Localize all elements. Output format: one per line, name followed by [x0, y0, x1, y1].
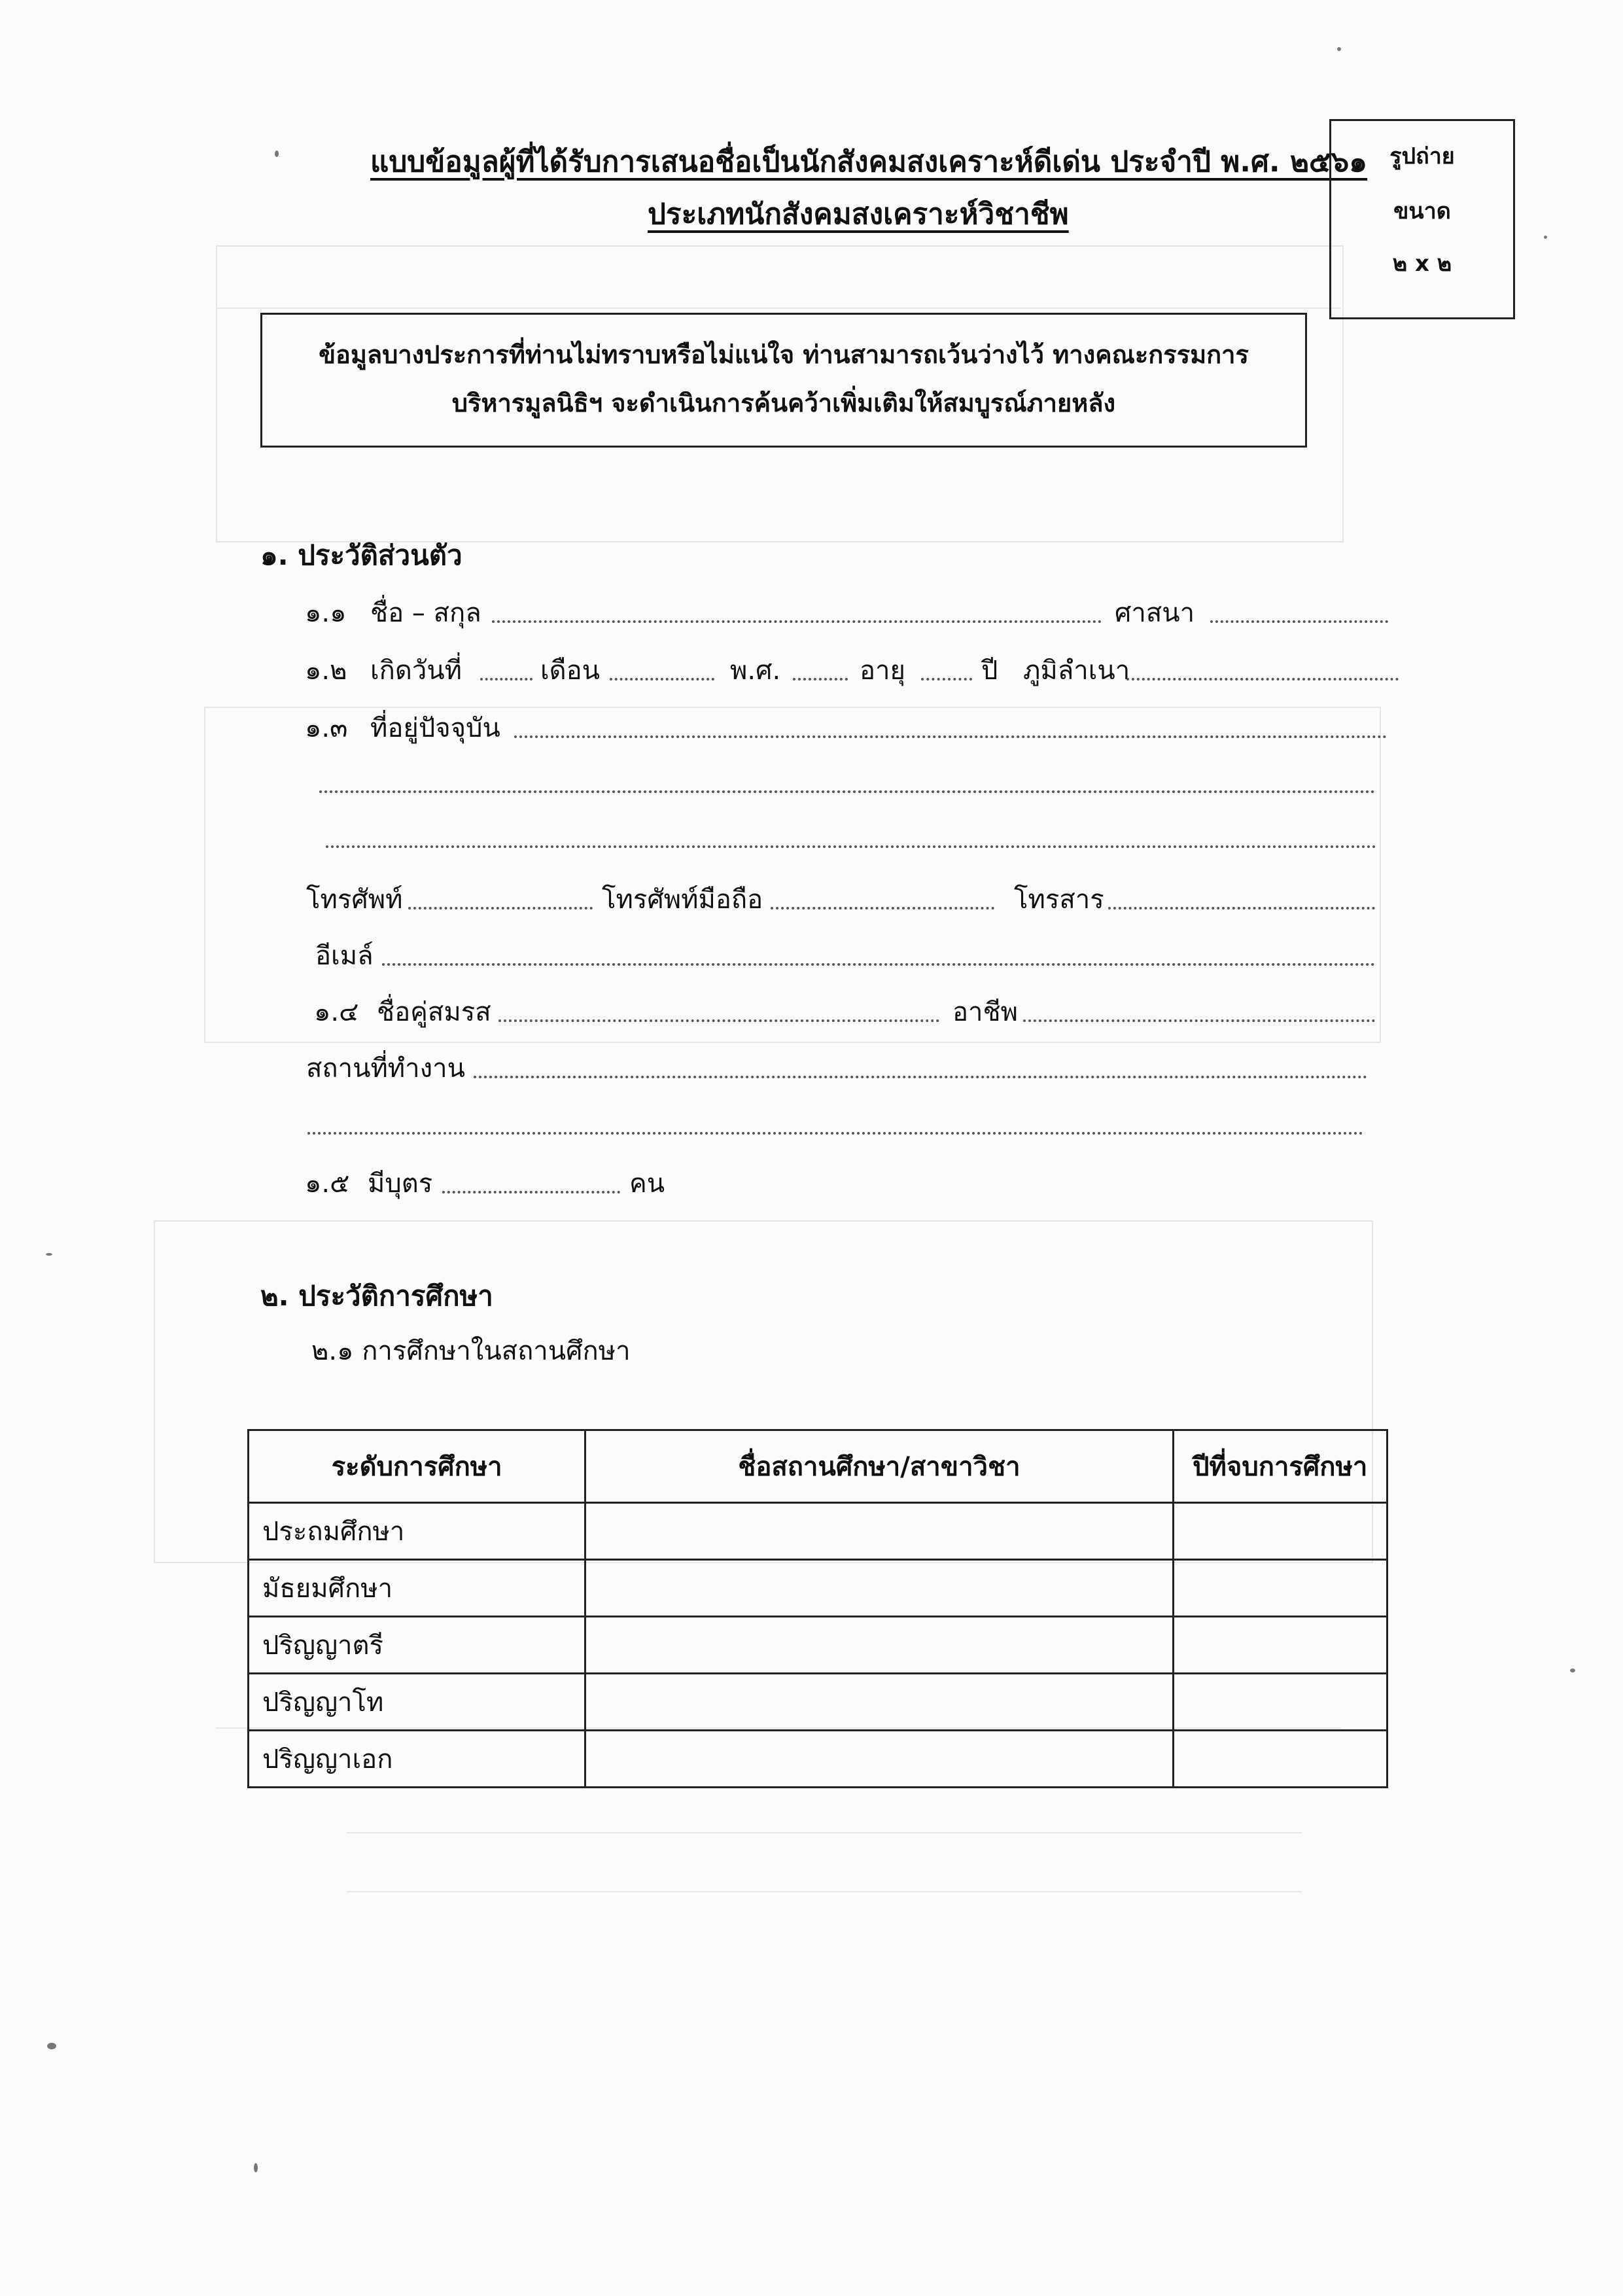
table-row — [249, 1731, 1387, 1788]
section-1-heading: ๑. ประวัติส่วนตัว — [260, 539, 462, 571]
hometown-label: ภูมิลำเนา — [1023, 656, 1130, 686]
spouse-field[interactable] — [498, 1019, 939, 1022]
institution-cell[interactable] — [585, 1674, 1173, 1731]
table-row — [249, 1674, 1387, 1731]
bleed-through-line — [347, 1891, 1302, 1892]
mobile-label: โทรศัพท์มือถือ — [602, 885, 763, 915]
email-label: อีเมล์ — [315, 941, 374, 971]
field-1-4-number: ๑.๔ — [314, 997, 359, 1027]
education-level-cell: ปริญญาโท — [249, 1674, 585, 1731]
phone-label: โทรศัพท์ — [306, 885, 403, 915]
workplace-field-line-2[interactable] — [307, 1132, 1363, 1135]
religion-label: ศาสนา — [1115, 598, 1195, 628]
photo-placeholder-box — [1329, 119, 1515, 319]
education-level-cell: ปริญญาเอก — [249, 1731, 585, 1788]
photo-size-label: ขนาด — [1393, 198, 1451, 224]
age-field[interactable] — [921, 678, 972, 680]
graduation-year-cell[interactable] — [1173, 1503, 1387, 1560]
scan-speck — [1544, 236, 1547, 239]
institution-cell[interactable] — [585, 1560, 1173, 1617]
scan-speck — [254, 2163, 258, 2172]
month-field[interactable] — [610, 678, 714, 680]
children-field[interactable] — [442, 1191, 620, 1193]
scan-speck — [275, 150, 279, 157]
address-field-line-1[interactable] — [514, 735, 1387, 738]
bleed-through-line — [347, 1832, 1302, 1833]
graduation-year-cell[interactable] — [1173, 1731, 1387, 1788]
education-table-header — [249, 1430, 1387, 1503]
scan-speck — [46, 1253, 52, 1256]
institution-cell[interactable] — [585, 1731, 1173, 1788]
field-1-1-number: ๑.๑ — [305, 598, 347, 628]
address-field-line-2[interactable] — [319, 790, 1375, 793]
hometown-field[interactable] — [1126, 678, 1399, 680]
fax-label: โทรสาร — [1014, 885, 1104, 915]
spouse-label: ชื่อคู่สมรส — [377, 997, 491, 1027]
education-level-cell: ปริญญาตรี — [249, 1617, 585, 1674]
form-title: แบบข้อมูลผู้ที่ได้รับการเสนอชื่อเป็นนักสังคมสงเคราะห์ดีเด่น ประจำปี พ.ศ. ๒๕๖๑ — [370, 145, 1368, 179]
section-2-1-heading: ๒.๑ การศึกษาในสถานศึกษา — [311, 1336, 631, 1366]
notice-box — [260, 313, 1307, 448]
graduation-year-cell[interactable] — [1173, 1560, 1387, 1617]
institution-cell[interactable] — [585, 1617, 1173, 1674]
notice-line-1: ข้อมูลบางประการที่ท่านไม่ทราบหรือไม่แน่ใจ ท่านสามารถเว้นว่างไว้ ทางคณะกรรมการ — [319, 340, 1249, 369]
form-subtitle: ประเภทนักสังคมสงเคราะห์วิชาชีพ — [648, 198, 1069, 231]
buddhist-year-field[interactable] — [793, 678, 848, 680]
header-institution-major: ชื่อสถานศึกษา/สาขาวิชา — [585, 1430, 1173, 1503]
scan-speck — [47, 2043, 56, 2049]
name-label: ชื่อ – สกุล — [370, 598, 481, 628]
born-day-label: เกิดวันที่ — [370, 656, 462, 686]
year-unit-label: ปี — [981, 656, 998, 686]
institution-cell[interactable] — [585, 1503, 1173, 1560]
field-1-2-number: ๑.๒ — [305, 656, 347, 686]
scan-speck — [1570, 1669, 1575, 1672]
age-label: อายุ — [860, 656, 905, 686]
photo-label: รูปถ่าย — [1389, 143, 1455, 169]
workplace-label: สถานที่ทำงาน — [306, 1053, 465, 1084]
table-row — [249, 1503, 1387, 1560]
education-level-cell: มัธยมศึกษา — [249, 1560, 585, 1617]
email-field[interactable] — [382, 963, 1375, 966]
address-field-line-3[interactable] — [326, 845, 1376, 848]
education-level-cell: ประถมศึกษา — [249, 1503, 585, 1560]
address-label: ที่อยู่ปัจจุบัน — [370, 713, 500, 743]
name-field[interactable] — [492, 620, 1102, 623]
table-row — [249, 1560, 1387, 1617]
graduation-year-cell[interactable] — [1173, 1674, 1387, 1731]
education-table — [247, 1429, 1388, 1788]
section-2-heading: ๒. ประวัติการศึกษา — [260, 1280, 493, 1312]
buddhist-year-label: พ.ศ. — [730, 656, 781, 686]
table-row — [249, 1617, 1387, 1674]
field-1-3-number: ๑.๓ — [305, 713, 348, 743]
occupation-field[interactable] — [1023, 1019, 1375, 1022]
mobile-field[interactable] — [771, 907, 994, 910]
phone-field[interactable] — [408, 907, 593, 910]
header-education-level: ระดับการศึกษา — [249, 1430, 585, 1503]
fax-field[interactable] — [1108, 907, 1375, 910]
header-graduation-year: ปีที่จบการศึกษา — [1173, 1430, 1387, 1503]
children-label: มีบุตร — [368, 1169, 433, 1199]
field-1-5-number: ๑.๕ — [305, 1169, 350, 1199]
graduation-year-cell[interactable] — [1173, 1617, 1387, 1674]
scan-speck — [1337, 47, 1341, 51]
notice-line-2: บริหารมูลนิธิฯ จะดำเนินการค้นคว้าเพิ่มเติมให้สมบูรณ์ภายหลัง — [451, 389, 1116, 417]
children-unit-label: คน — [629, 1169, 665, 1199]
religion-field[interactable] — [1210, 620, 1388, 623]
workplace-field-line-1[interactable] — [474, 1076, 1367, 1078]
occupation-label: อาชีพ — [952, 997, 1018, 1027]
bleed-through-line — [216, 308, 1341, 309]
photo-size-value: ๒ x ๒ — [1392, 251, 1452, 277]
month-label: เดือน — [540, 656, 601, 686]
born-day-field[interactable] — [480, 678, 532, 680]
